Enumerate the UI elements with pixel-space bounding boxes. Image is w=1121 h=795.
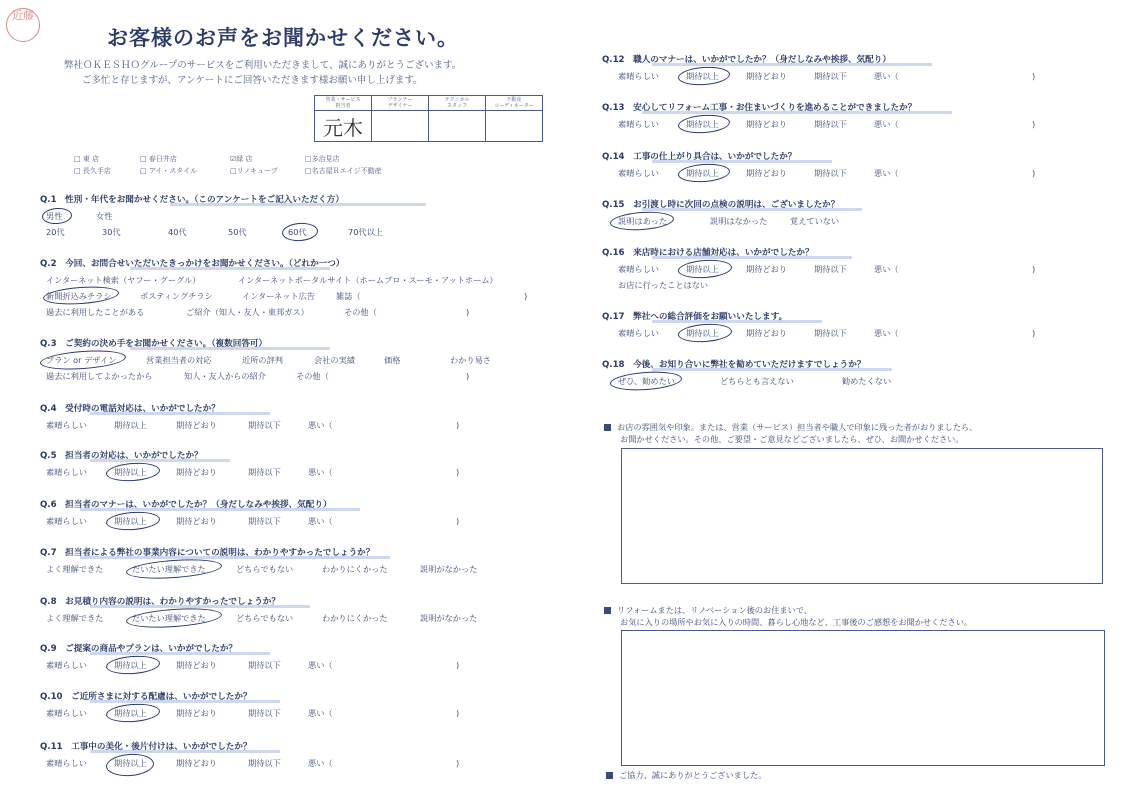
q2-selected-answer-circle	[42, 284, 119, 306]
q5-option: )	[456, 467, 460, 477]
q4-option: )	[456, 420, 460, 430]
staff-cell-sales[interactable]	[315, 111, 372, 142]
q3-option[interactable]: 過去に利用してよかったから	[46, 371, 153, 381]
store-istyle[interactable]: □ アイ・スタイル	[140, 167, 198, 175]
q3-option[interactable]: 会社の実績	[314, 355, 355, 365]
q11-option[interactable]: 悪い（	[308, 758, 333, 768]
q14-question: Q.14 工事の仕上がり具合は、いかがでしたか？	[602, 152, 797, 162]
q3-option[interactable]: 知人・友人からの紹介	[184, 371, 266, 381]
q2-option[interactable]: インターネット検索（ヤフー・グーグル）	[46, 275, 201, 285]
q2-option[interactable]: その他（	[344, 307, 377, 317]
q14-selected-answer-circle	[677, 162, 730, 184]
intro-line-1: 弊社ＯＫＥＳＨＯグループのサービスをご利用いただきまして、誠にありがとうございます。	[64, 60, 462, 71]
q17-option[interactable]: 悪い（	[874, 328, 899, 338]
q16-option[interactable]: 素晴らしい	[618, 264, 659, 274]
q4-option[interactable]: 期待どおり	[176, 420, 217, 430]
q2-question: Q.2 今回、お問合せいただいたきっかけをお聞かせください。（どれか一つ）	[40, 259, 345, 269]
q10-option: )	[456, 708, 460, 718]
q1-option[interactable]: 男性	[46, 211, 63, 221]
q3-option[interactable]: 価格	[384, 355, 401, 365]
q2-option[interactable]: インターネット広告	[242, 291, 315, 301]
q9-option[interactable]: 素晴らしい	[46, 660, 87, 670]
q7-selected-answer-circle	[125, 557, 222, 582]
staff-cell-technical[interactable]	[429, 111, 486, 142]
q10-option[interactable]: 悪い（	[308, 708, 333, 718]
q6-option[interactable]: 期待以上	[114, 516, 147, 526]
q9-question: Q.9 ご提案の商品やプランは、いかがでしたか？	[40, 644, 238, 654]
q4-option[interactable]: 素晴らしい	[46, 420, 87, 430]
q11-selected-answer-circle	[105, 752, 154, 777]
q3-option[interactable]: 近所の評判	[242, 355, 283, 365]
q1-option[interactable]: 70代以上	[348, 227, 383, 237]
q8-option[interactable]: どちらでもない	[236, 613, 294, 623]
q4-question: Q.4 受付時の電話対応は、いかがでしたか？	[40, 404, 220, 414]
comment1-prompt	[604, 422, 977, 433]
q13-option[interactable]: 期待どおり	[746, 119, 787, 129]
q3-question: Q.3 ご契約の決め手をお聞かせください。（複数回答可）	[40, 339, 268, 349]
staff-header-sales: 営業・サービス 担当者	[315, 96, 372, 111]
square-bullet-icon	[604, 424, 611, 431]
q15-question: Q.15 お引渡し時に次回の点検の説明は、ございましたか？	[602, 200, 840, 210]
q11-option[interactable]: 期待どおり	[176, 758, 217, 768]
q5-question: Q.5 担当者の対応は、いかがでしたか？	[40, 451, 203, 461]
q3-option[interactable]: その他（	[296, 371, 329, 381]
q8-option[interactable]: わかりにくかった	[322, 613, 388, 623]
q14-option[interactable]: 期待以上	[686, 168, 719, 178]
q15-option[interactable]: 覚えていない	[790, 216, 840, 226]
q10-question: Q.10 ご近所さまに対する配慮は、いかがでしたか？	[40, 692, 252, 702]
q6-option: )	[456, 516, 460, 526]
q17-selected-answer-circle	[677, 322, 732, 344]
q5-option[interactable]: 期待以下	[248, 467, 281, 477]
staff-header-planner: プランナー デザイナー	[372, 96, 429, 111]
comment2-line1: リフォームまたは、リノベーション後のお住まいで、	[617, 605, 812, 615]
q7-option[interactable]: わかりにくかった	[322, 564, 388, 574]
q17-option[interactable]: 素晴らしい	[618, 328, 659, 338]
thanks-line	[606, 770, 766, 781]
comment1-line1: お店の雰囲気や印象。または、営業（サービス）担当者や職人で印象に残った者がおりましたら、	[617, 422, 978, 432]
q2-option[interactable]: インターネットポータルサイト（ホームプロ・スーモ・アットホーム）	[238, 275, 498, 285]
q13-question: Q.13 安心してリフォーム工事・お住まいづくりを進めることができましたか？	[602, 103, 917, 113]
q18-selected-answer-circle	[609, 370, 682, 393]
q2-option[interactable]: 新聞折込みチラシ	[46, 291, 112, 301]
staff-cell-planner[interactable]	[372, 111, 429, 142]
q9-option[interactable]: 期待どおり	[176, 660, 217, 670]
q11-question: Q.11 工事中の美化・後片付けは、いかがでしたか？	[40, 742, 252, 752]
q3-option[interactable]: わかり易さ	[450, 355, 491, 365]
q16-option[interactable]: 期待以上	[686, 264, 719, 274]
q2-option[interactable]: 雑誌（	[336, 291, 361, 301]
q1-selected-answer-circle	[41, 207, 72, 225]
q4-option[interactable]: 悪い（	[308, 420, 333, 430]
comment2-prompt	[604, 605, 812, 616]
q1-option[interactable]: 40代	[168, 227, 187, 237]
q2-option: )	[466, 307, 470, 317]
seal-stamp	[6, 8, 40, 42]
q13-option[interactable]: 期待以下	[814, 119, 847, 129]
q18-option[interactable]: 勧めたくない	[842, 376, 892, 386]
q12-option[interactable]: 期待以下	[814, 71, 847, 81]
page-title: お客様のお声をお聞かせください。	[107, 26, 459, 50]
store-nagakute[interactable]: □ 長久手店	[74, 167, 111, 175]
q13-selected-answer-circle	[677, 113, 730, 135]
q9-option[interactable]: 期待以下	[248, 660, 281, 670]
q16-question: Q.16 来店時における店舗対応は、いかがでしたか？	[602, 248, 814, 258]
q6-selected-answer-circle	[105, 510, 160, 532]
staff-table	[314, 95, 543, 142]
q8-option[interactable]: よく理解できた	[46, 613, 104, 623]
seal-text: 近藤	[12, 9, 34, 22]
comment1-box[interactable]	[621, 448, 1103, 584]
q8-option[interactable]: だいたい理解できた	[132, 613, 206, 623]
q11-option[interactable]: 期待以下	[248, 758, 281, 768]
q16-option[interactable]: 期待どおり	[746, 264, 787, 274]
q14-option[interactable]: 素晴らしい	[618, 168, 659, 178]
q16-selected-answer-circle	[677, 258, 732, 280]
staff-header-technical: テクニカル スタッフ	[429, 96, 486, 111]
q12-option[interactable]: 素晴らしい	[618, 71, 659, 81]
comment2-box[interactable]	[621, 630, 1105, 766]
q1-option[interactable]: 60代	[288, 227, 307, 237]
q9-option[interactable]: 悪い（	[308, 660, 333, 670]
store-nagoya-rage[interactable]: □名古屋Ｒエイジ不動産	[305, 167, 382, 175]
q17-question: Q.17 弊社への総合評価をお願いいたします。	[602, 312, 788, 322]
q7-option[interactable]: どちらでもない	[236, 564, 294, 574]
q8-option[interactable]: 説明がなかった	[420, 613, 478, 623]
q18-question: Q.18 今後、お知り合いに弊社を勧めていただけますでしょうか？	[602, 360, 866, 370]
q7-option[interactable]: だいたい理解できた	[132, 564, 206, 574]
q11-option[interactable]: 期待以上	[114, 758, 147, 768]
comment1-line2: お聞かせください。その他、ご要望・ご意見などございましたら、ぜひ、お聞かせください。	[620, 434, 964, 444]
staff-header-realestate: 不動産 コーディネーター	[486, 96, 543, 111]
comment2-line2: お気に入りの場所やお気に入りの時間、暮らし心地など、工事後のご感想をお聞かせください。	[620, 617, 973, 627]
q5-option[interactable]: 悪い（	[308, 467, 333, 477]
q15-option[interactable]: 説明はあった	[618, 216, 668, 226]
store-east[interactable]: □ 東 店	[74, 155, 100, 163]
square-bullet-icon	[606, 772, 613, 779]
q3-option[interactable]: 営業担当者の対応	[146, 355, 212, 365]
q5-option[interactable]: 素晴らしい	[46, 467, 87, 477]
q13-option[interactable]: 期待以上	[686, 119, 719, 129]
q12-option[interactable]: 期待以上	[686, 71, 719, 81]
q1-selected-answer-circle	[281, 222, 318, 242]
q2-option[interactable]: ご紹介（知人・友人・東邦ガス）	[186, 307, 309, 317]
q6-option[interactable]: 素晴らしい	[46, 516, 87, 526]
q5-selected-answer-circle	[105, 461, 160, 483]
q4-option[interactable]: 期待以上	[114, 420, 147, 430]
q17-option: )	[1032, 328, 1036, 338]
q15-selected-answer-circle	[609, 210, 674, 232]
staff-handwritten-name: 元木	[323, 115, 363, 140]
square-bullet-icon	[604, 607, 611, 614]
q10-option[interactable]: 期待以下	[248, 708, 281, 718]
q8-selected-answer-circle	[125, 606, 222, 631]
q2-option[interactable]: ポスティングチラシ	[140, 291, 213, 301]
q2-option: )	[524, 291, 528, 301]
q16-option[interactable]: 期待以下	[814, 264, 847, 274]
q4-option[interactable]: 期待以下	[248, 420, 281, 430]
q7-question: Q.7 担当者による弊社の事業内容についての説明は、わかりやすかったでしょうか？	[40, 548, 375, 558]
q10-option[interactable]: 期待以上	[114, 708, 147, 718]
q15-option[interactable]: 説明はなかった	[710, 216, 768, 226]
q10-option[interactable]: 素晴らしい	[46, 708, 87, 718]
q1-option[interactable]: 女性	[96, 211, 113, 221]
q14-option[interactable]: 悪い（	[874, 168, 899, 178]
q1-option[interactable]: 30代	[102, 227, 121, 237]
q18-option[interactable]: ぜひ、勧めたい	[618, 376, 675, 386]
intro-line-2: ご多忙と存じますが、アンケートにご回答いただきます様お願い申し上げます。	[82, 75, 423, 86]
q13-option: )	[1032, 119, 1036, 129]
q12-option[interactable]: 悪い（	[874, 71, 899, 81]
q1-option[interactable]: 20代	[46, 227, 65, 237]
q7-option[interactable]: 説明がなかった	[420, 564, 478, 574]
q11-option: )	[456, 758, 460, 768]
q17-option[interactable]: 期待以上	[686, 328, 719, 338]
q17-option[interactable]: 期待以下	[814, 328, 847, 338]
store-renocube[interactable]: □リノキューブ	[230, 167, 278, 175]
q17-option[interactable]: 期待どおり	[746, 328, 787, 338]
thanks-text: ご協力、誠にありがとうございました。	[619, 770, 767, 780]
q16-option[interactable]: お店に行ったことはない	[618, 280, 709, 290]
q16-option[interactable]: 悪い（	[874, 264, 899, 274]
q14-option: )	[1032, 168, 1036, 178]
q1-question: Q.1 性別・年代をお聞かせください。（このアンケートをご記入いただく方）	[40, 195, 344, 205]
q12-option: )	[1032, 71, 1036, 81]
q9-selected-answer-circle	[105, 654, 160, 676]
q12-question: Q.12 職人のマナーは、いかがでしたか？（身だしなみや挨拶、気配り）	[602, 55, 891, 65]
q5-option[interactable]: 期待以上	[114, 467, 147, 477]
q3-option: )	[466, 371, 470, 381]
q12-option[interactable]: 期待どおり	[746, 71, 787, 81]
q13-option[interactable]: 悪い（	[874, 119, 899, 129]
q10-selected-answer-circle	[105, 702, 160, 724]
q6-question: Q.6 担当者のマナーは、いかがでしたか？（身だしなみや挨拶、気配り）	[40, 500, 332, 510]
q7-option[interactable]: よく理解できた	[46, 564, 104, 574]
q8-question: Q.8 お見積り内容の説明は、わかりやすかったでしょうか？	[40, 597, 280, 607]
q6-option[interactable]: 悪い（	[308, 516, 333, 526]
q6-option[interactable]: 期待以下	[248, 516, 281, 526]
q10-option[interactable]: 期待どおり	[176, 708, 217, 718]
q5-option[interactable]: 期待どおり	[176, 467, 217, 477]
q1-option[interactable]: 50代	[228, 227, 247, 237]
q18-option[interactable]: どちらとも言えない	[720, 376, 794, 386]
q12-selected-answer-circle	[677, 65, 730, 87]
q3-selected-answer-circle	[39, 348, 126, 372]
q16-option: )	[1032, 264, 1036, 274]
staff-cell-realestate[interactable]	[486, 111, 543, 142]
q2-option[interactable]: 過去に利用したことがある	[46, 307, 145, 317]
q11-option[interactable]: 素晴らしい	[46, 758, 87, 768]
store-kasugai[interactable]: □ 春日井店	[140, 155, 177, 163]
q3-option[interactable]: プラン or デザイン	[46, 355, 117, 365]
q9-option: )	[456, 660, 460, 670]
q6-option[interactable]: 期待どおり	[176, 516, 217, 526]
q13-option[interactable]: 素晴らしい	[618, 119, 659, 129]
q14-option[interactable]: 期待以下	[814, 168, 847, 178]
q14-option[interactable]: 期待どおり	[746, 168, 787, 178]
store-midori[interactable]: ☑緑 店	[230, 155, 253, 163]
store-tajimi[interactable]: □多治見店	[305, 155, 340, 163]
q9-option[interactable]: 期待以上	[114, 660, 147, 670]
